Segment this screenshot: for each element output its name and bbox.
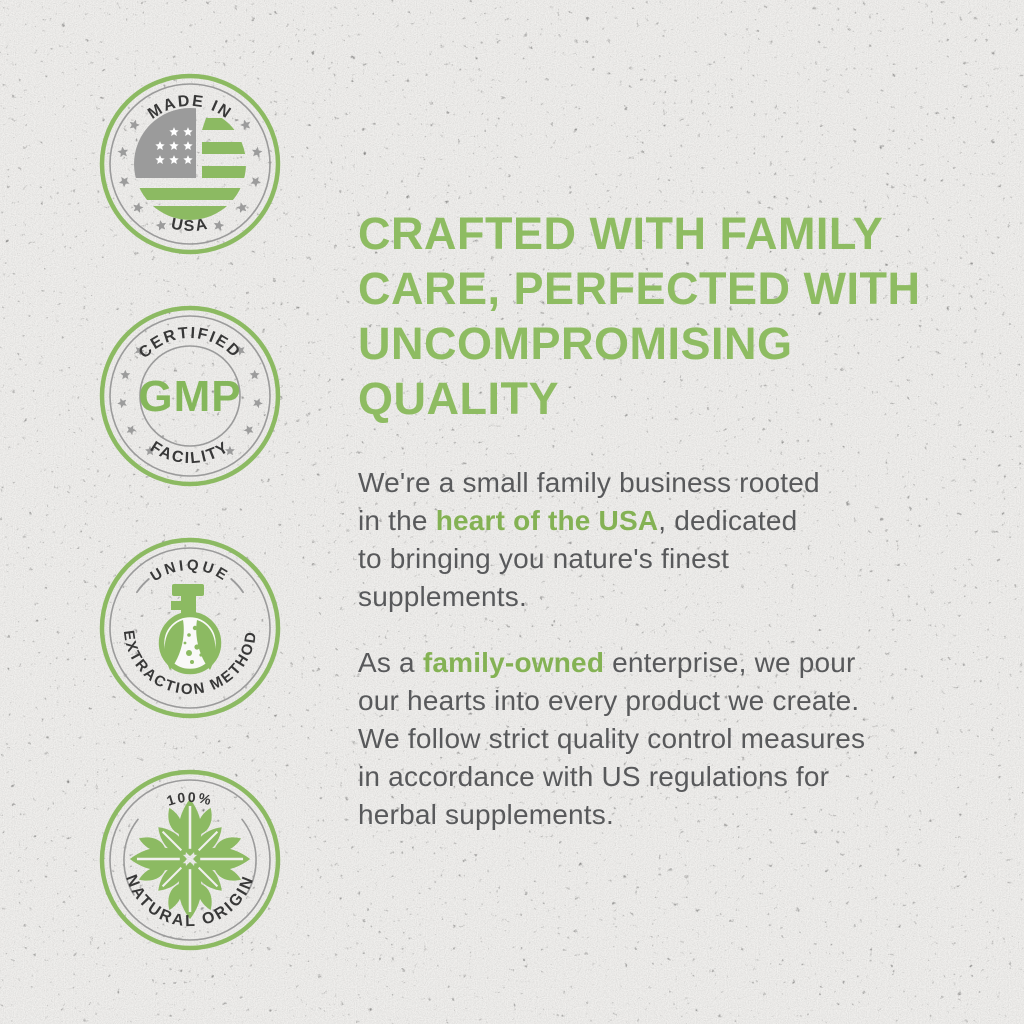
badge-column <box>98 72 282 952</box>
usa-flag-icon <box>133 107 247 220</box>
gmp-center-text: GMP <box>138 372 242 421</box>
seal-dash-right <box>231 579 243 592</box>
badge-top-arc-text: 100% <box>164 788 215 809</box>
badge-bottom-arc-text: NATURAL ORIGIN <box>122 872 258 931</box>
leaf-seal-icon <box>98 768 282 952</box>
mission-paragraph: As a family-owned enterprise, we pour our hearts into every product we create. We follow strict quality control measures in accordance with US regulations for herbal supplements. <box>358 647 866 830</box>
badge-made-in-usa <box>98 72 282 256</box>
badge-top-arc-text: CERTIFIED <box>135 324 245 362</box>
badge-bottom-arc-text: USA <box>169 215 211 235</box>
seal-dash-left <box>137 579 149 592</box>
gmp-seal-icon <box>98 304 282 488</box>
badge-top-arc-text: MADE IN <box>145 92 235 123</box>
flask-seal-icon <box>98 536 282 720</box>
headline: CRAFTED WITH FAMILY CARE, PERFECTED WITH UNCOMPROMISING QUALITY <box>358 208 921 424</box>
badge-bottom-arc-text: EXTRACTION METHOD <box>119 629 261 699</box>
badge-top-arc-text: UNIQUE <box>147 556 233 586</box>
flask-icon <box>162 584 219 672</box>
badge-natural-origin <box>98 768 282 952</box>
badge-bottom-arc-text: FACILITY <box>147 438 233 468</box>
badge-gmp-facility <box>98 304 282 488</box>
main-content <box>358 206 938 834</box>
badge-extraction-method <box>98 536 282 720</box>
usa-flag-seal-icon <box>98 72 282 256</box>
intro-paragraph: We're a small family business rooted in the heart of the USA, dedicated to bringing you nature's finest supplements. <box>358 467 820 612</box>
